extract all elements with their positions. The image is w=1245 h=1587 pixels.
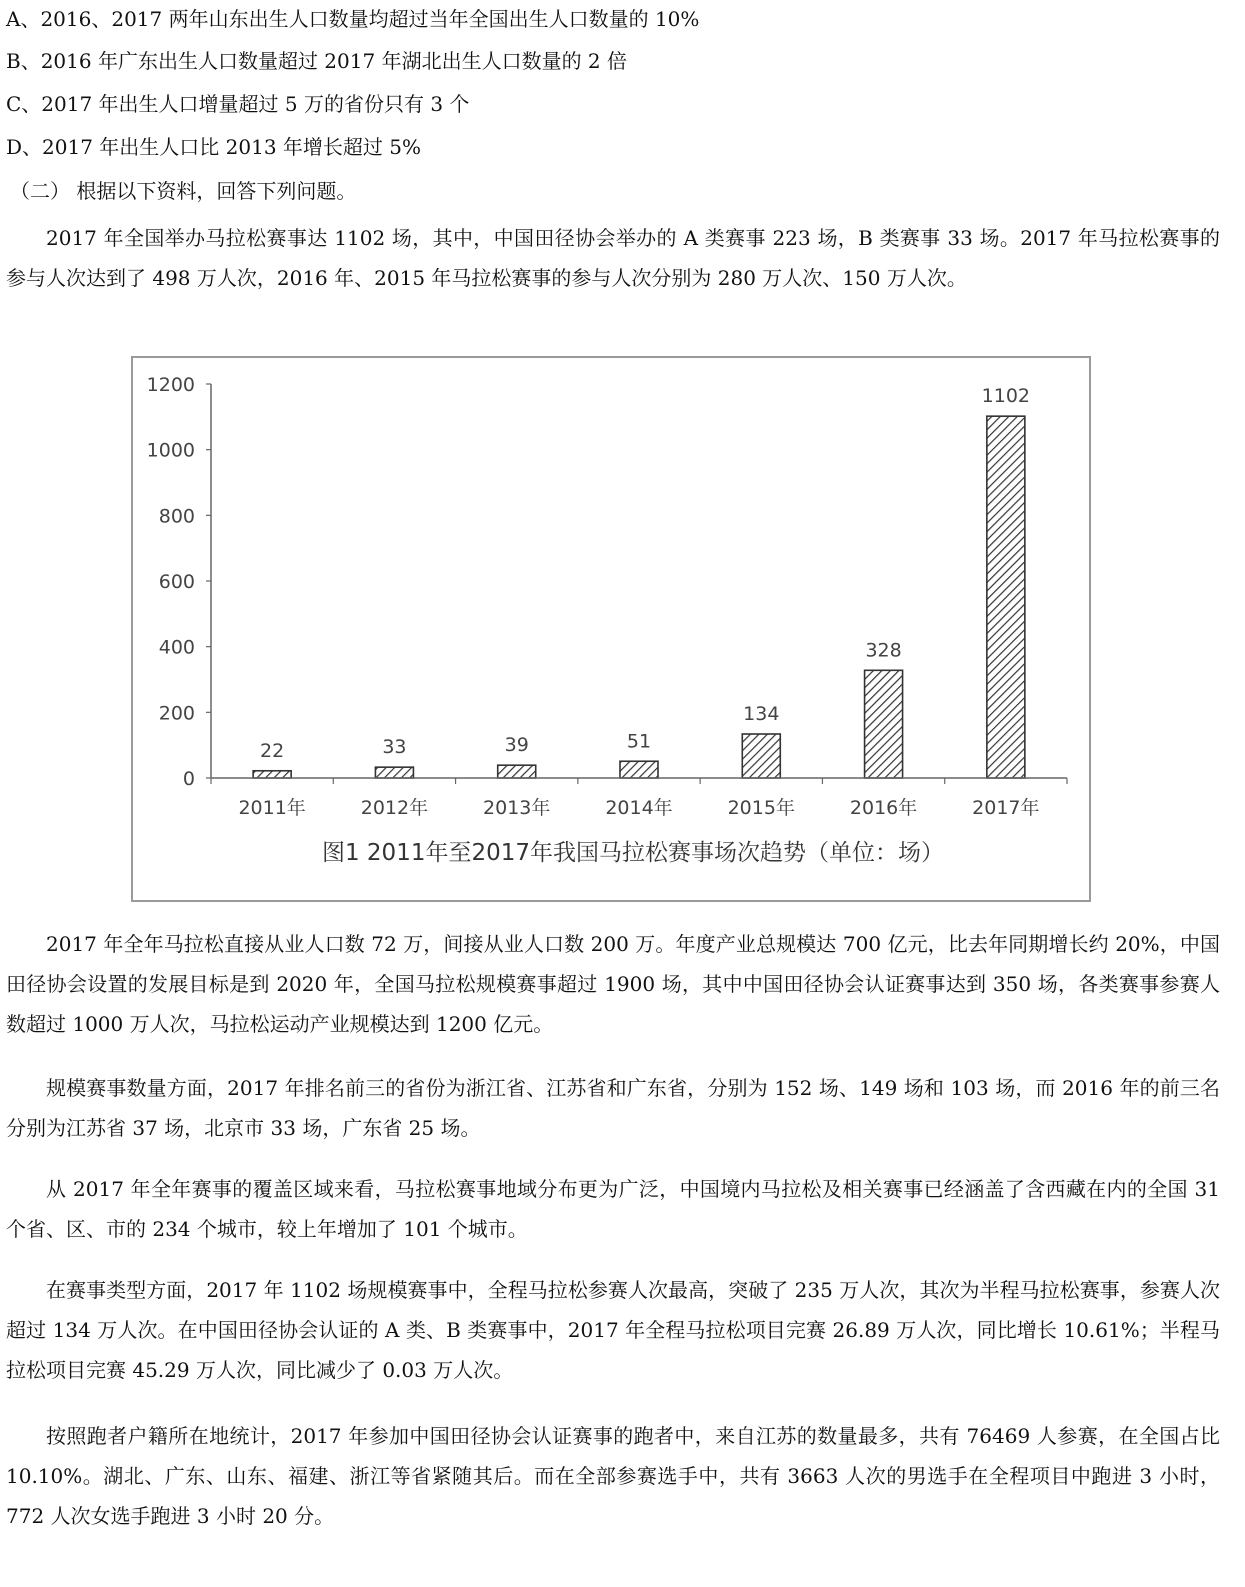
bar-2014年 bbox=[620, 761, 658, 778]
x-tick-label: 2016年 bbox=[849, 797, 918, 819]
bar-2013年 bbox=[498, 765, 536, 778]
bar-chart bbox=[133, 358, 1089, 900]
bar-2011年 bbox=[253, 771, 291, 778]
x-tick-label: 2011年 bbox=[238, 797, 306, 819]
y-tick-label: 600 bbox=[158, 571, 195, 593]
bar-2017年 bbox=[987, 416, 1025, 778]
data-label: 134 bbox=[743, 703, 780, 726]
x-tick-label: 2014年 bbox=[605, 797, 673, 819]
y-tick-label: 200 bbox=[158, 702, 195, 725]
x-tick-label: 2012年 bbox=[360, 797, 429, 819]
y-tick-label: 400 bbox=[158, 636, 195, 659]
data-label: 328 bbox=[865, 639, 902, 662]
data-label: 1102 bbox=[981, 385, 1031, 408]
x-tick-label: 2017年 bbox=[972, 797, 1040, 819]
paragraph-province-ranking: 规模赛事数量方面，2017 年排名前三的省份为浙江省、江苏省和广东省，分别为 152 场、149 场和 103 场，而 2016 年的前三名分别为江苏省 37 场，北京市 33 场，广东省 25 场。 bbox=[6, 1076, 1220, 1140]
paragraph-industry-scale: 2017 年全年马拉松直接从业人口数 72 万，间接从业人口数 200 万。年度产业总规模达 700 亿元，比去年同期增长约 20%，中国田径协会设置的发展目标是到 2020 年，全国马拉松规模赛事超过 1900 场，其中中国田径协会认证赛事达到 350 场，各类赛事参赛人数超过 1000 万人次，马拉松运动产业规模达到 1200 亿元。 bbox=[6, 932, 1220, 1036]
option-c: C、2017 年出生人口增量超过 5 万的省份只有 3 个 bbox=[6, 92, 470, 116]
paragraph-runner-origin: 按照跑者户籍所在地统计，2017 年参加中国田径协会认证赛事的跑者中，来自江苏的数量最多，共有 76469 人参赛，在全国占比 10.10%。湖北、广东、山东、福建、浙江等省紧随其后。而在全部参赛选手中，共有 3663 人次的男选手在全程项目中跑进 3 小时，772 人次女选手跑进 3 小时 20 分。 bbox=[6, 1424, 1220, 1528]
paragraph-event-types: 在赛事类型方面，2017 年 1102 场规模赛事中，全程马拉松参赛人次最高，突破了 235 万人次，其次为半程马拉松赛事，参赛人次超过 134 万人次。在中国田径协会认证的 A 类、B 类赛事中，2017 年全程马拉松项目完赛 26.89 万人次，同比增长 10.61%；半程马拉松项目完赛 45.29 万人次，同比减少了 0.03 万人次。 bbox=[6, 1278, 1220, 1382]
bar-2016年 bbox=[865, 670, 903, 778]
data-label: 51 bbox=[626, 730, 652, 753]
option-d: D、2017 年出生人口比 2013 年增长超过 5% bbox=[6, 135, 421, 159]
section-heading: （二） 根据以下资料，回答下列问题。 bbox=[10, 179, 357, 203]
data-label: 22 bbox=[260, 739, 285, 762]
option-a: A、2016、2017 两年山东出生人口数量均超过当年全国出生人口数量的 10% bbox=[6, 7, 700, 31]
data-label: 33 bbox=[382, 736, 407, 759]
intro-paragraph: 2017 年全国举办马拉松赛事达 1102 场，其中，中国田径协会举办的 A 类赛事 223 场，B 类赛事 33 场。2017 年马拉松赛事的参与人次达到了 498 万人次，2016 年、2015 年马拉松赛事的参与人次分别为 280 万人次、150 万人次。 bbox=[6, 226, 1220, 290]
x-tick-label: 2015年 bbox=[727, 797, 795, 819]
option-b: B、2016 年广东出生人口数量超过 2017 年湖北出生人口数量的 2 倍 bbox=[6, 49, 628, 73]
y-tick-label: 0 bbox=[182, 768, 195, 790]
chart-title: 图1 2011年至2017年我国马拉松赛事场次趋势（单位：场） bbox=[321, 840, 945, 866]
paragraph-coverage: 从 2017 年全年赛事的覆盖区域来看，马拉松赛事地域分布更为广泛，中国境内马拉松及相关赛事已经涵盖了含西藏在内的全国 31 个省、区、市的 234 个城市，较上年增加了 101 个城市。 bbox=[6, 1177, 1220, 1241]
bar-2012年 bbox=[375, 767, 413, 778]
y-tick-label: 1000 bbox=[146, 439, 195, 462]
data-label: 39 bbox=[504, 734, 529, 757]
y-tick-label: 1200 bbox=[146, 374, 195, 396]
bar-2015年 bbox=[742, 734, 780, 778]
bar-chart-figure bbox=[131, 356, 1091, 902]
x-tick-label: 2013年 bbox=[483, 797, 551, 819]
y-tick-label: 800 bbox=[158, 505, 195, 528]
